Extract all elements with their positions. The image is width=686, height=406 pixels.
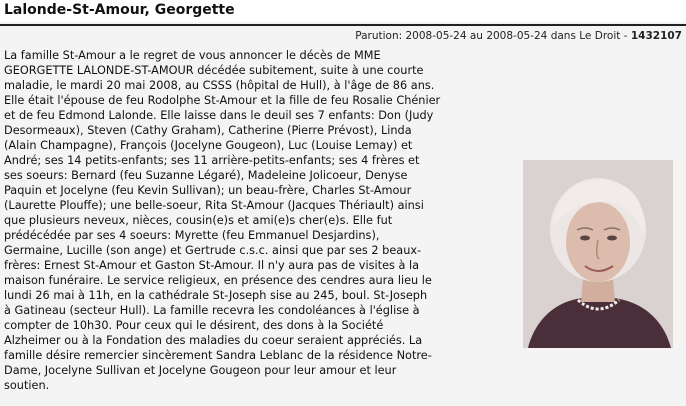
- obituary-line: GEORGETTE LALONDE-ST-AMOUR décédée subitement, suite à une courte: [4, 64, 424, 77]
- obituary-line: maison funéraire. Le service religieux, en présence des cendres aura lieu le: [4, 274, 432, 287]
- obituary-line: frères: Ernest St-Amour et Gaston St-Amour. Il n'y aura pas de visites à la: [4, 259, 420, 272]
- obituary-line: maladie, le mardi 20 mai 2008, au CSSS (hôpital de Hull), à l'âge de 86 ans.: [4, 79, 435, 92]
- obituary-line: ses soeurs: Bernard (feu Suzanne Légaré), Madeleine Jolicoeur, Denyse: [4, 169, 408, 182]
- obituary-line: lundi 26 mai à 11h, en la cathédrale St-Joseph sise au 245, boul. St-Joseph: [4, 289, 428, 302]
- publication-au: au: [469, 30, 483, 42]
- obituary-line: que plusieurs neveux, nièces, cousin(e)s et ami(e)s cher(e)s. Elle fut: [4, 214, 393, 227]
- header-divider: [0, 24, 686, 26]
- publication-dans: dans: [550, 30, 576, 42]
- obituary-line: Paquin et Jocelyne (feu Kevin Sullivan); un beau-frère, Charles St-Amour: [4, 184, 412, 197]
- obituary-line: La famille St-Amour a le regret de vous annoncer le décès de MME: [4, 49, 381, 62]
- obituary-line: prédécédée par ses 4 soeurs: Myrette (feu Emmanuel Desjardins),: [4, 229, 380, 242]
- obituary-line: à Gatineau (secteur Hull). La famille recevra les condoléances à l'église à: [4, 304, 420, 317]
- obituary-line: famille désire remercier sincèrement Sandra Leblanc de la résidence Notre-: [4, 349, 432, 362]
- obituary-header: [0, 0, 686, 22]
- obituary-line: compter de 10h30. Pour ceux qui le désirent, des dons à la Société: [4, 319, 384, 332]
- publication-separator: -: [623, 30, 628, 42]
- obituary-line: Elle était l'épouse de feu Rodolphe St-Amour et la fille de feu Rosalie Chénier: [4, 94, 441, 107]
- publication-id: 1432107: [630, 30, 682, 42]
- obituary-body: [4, 48, 516, 393]
- obituary-line: André; ses 14 petits-enfants; ses 11 arrière-petits-enfants; ses 4 frères et: [4, 154, 420, 167]
- obituary-line: (Laurette Plouffe); une belle-soeur, Rita St-Amour (Jacques Thériault) ainsi: [4, 199, 424, 212]
- obituary-line: Desormeaux), Steven (Cathy Graham), Catherine (Pierre Prévost), Linda: [4, 124, 412, 137]
- publication-date-end: 2008-05-24: [486, 30, 548, 42]
- obituary-line: soutien.: [4, 379, 50, 392]
- publication-info: [355, 30, 682, 42]
- obituary-line: Alzheimer ou à la Fondation des maladies du coeur seraient appréciés. La: [4, 334, 423, 347]
- publication-label: Parution:: [355, 30, 403, 42]
- portrait-illustration: [523, 160, 673, 348]
- obituary-title: Lalonde-St-Amour, Georgette: [4, 2, 235, 18]
- obituary-line: et de feu Edmond Lalonde. Elle laisse dans le deuil ses 7 enfants: Don (Judy: [4, 109, 434, 122]
- obituary-line: Dame, Jocelyne Sullivan et Jocelyne Gougeon pour leur amour et leur: [4, 364, 397, 377]
- publication-date-start: 2008-05-24: [405, 30, 467, 42]
- obituary-line: Germaine, Lucille (son ange) et Gertrude c.s.c. ainsi que par ses 2 beaux-: [4, 244, 422, 257]
- publication-newspaper: Le Droit: [579, 30, 621, 42]
- portrait-photo: [523, 160, 673, 348]
- obituary-line: (Alain Champagne), François (Jocelyne Gougeon), Luc (Louise Lemay) et: [4, 139, 413, 152]
